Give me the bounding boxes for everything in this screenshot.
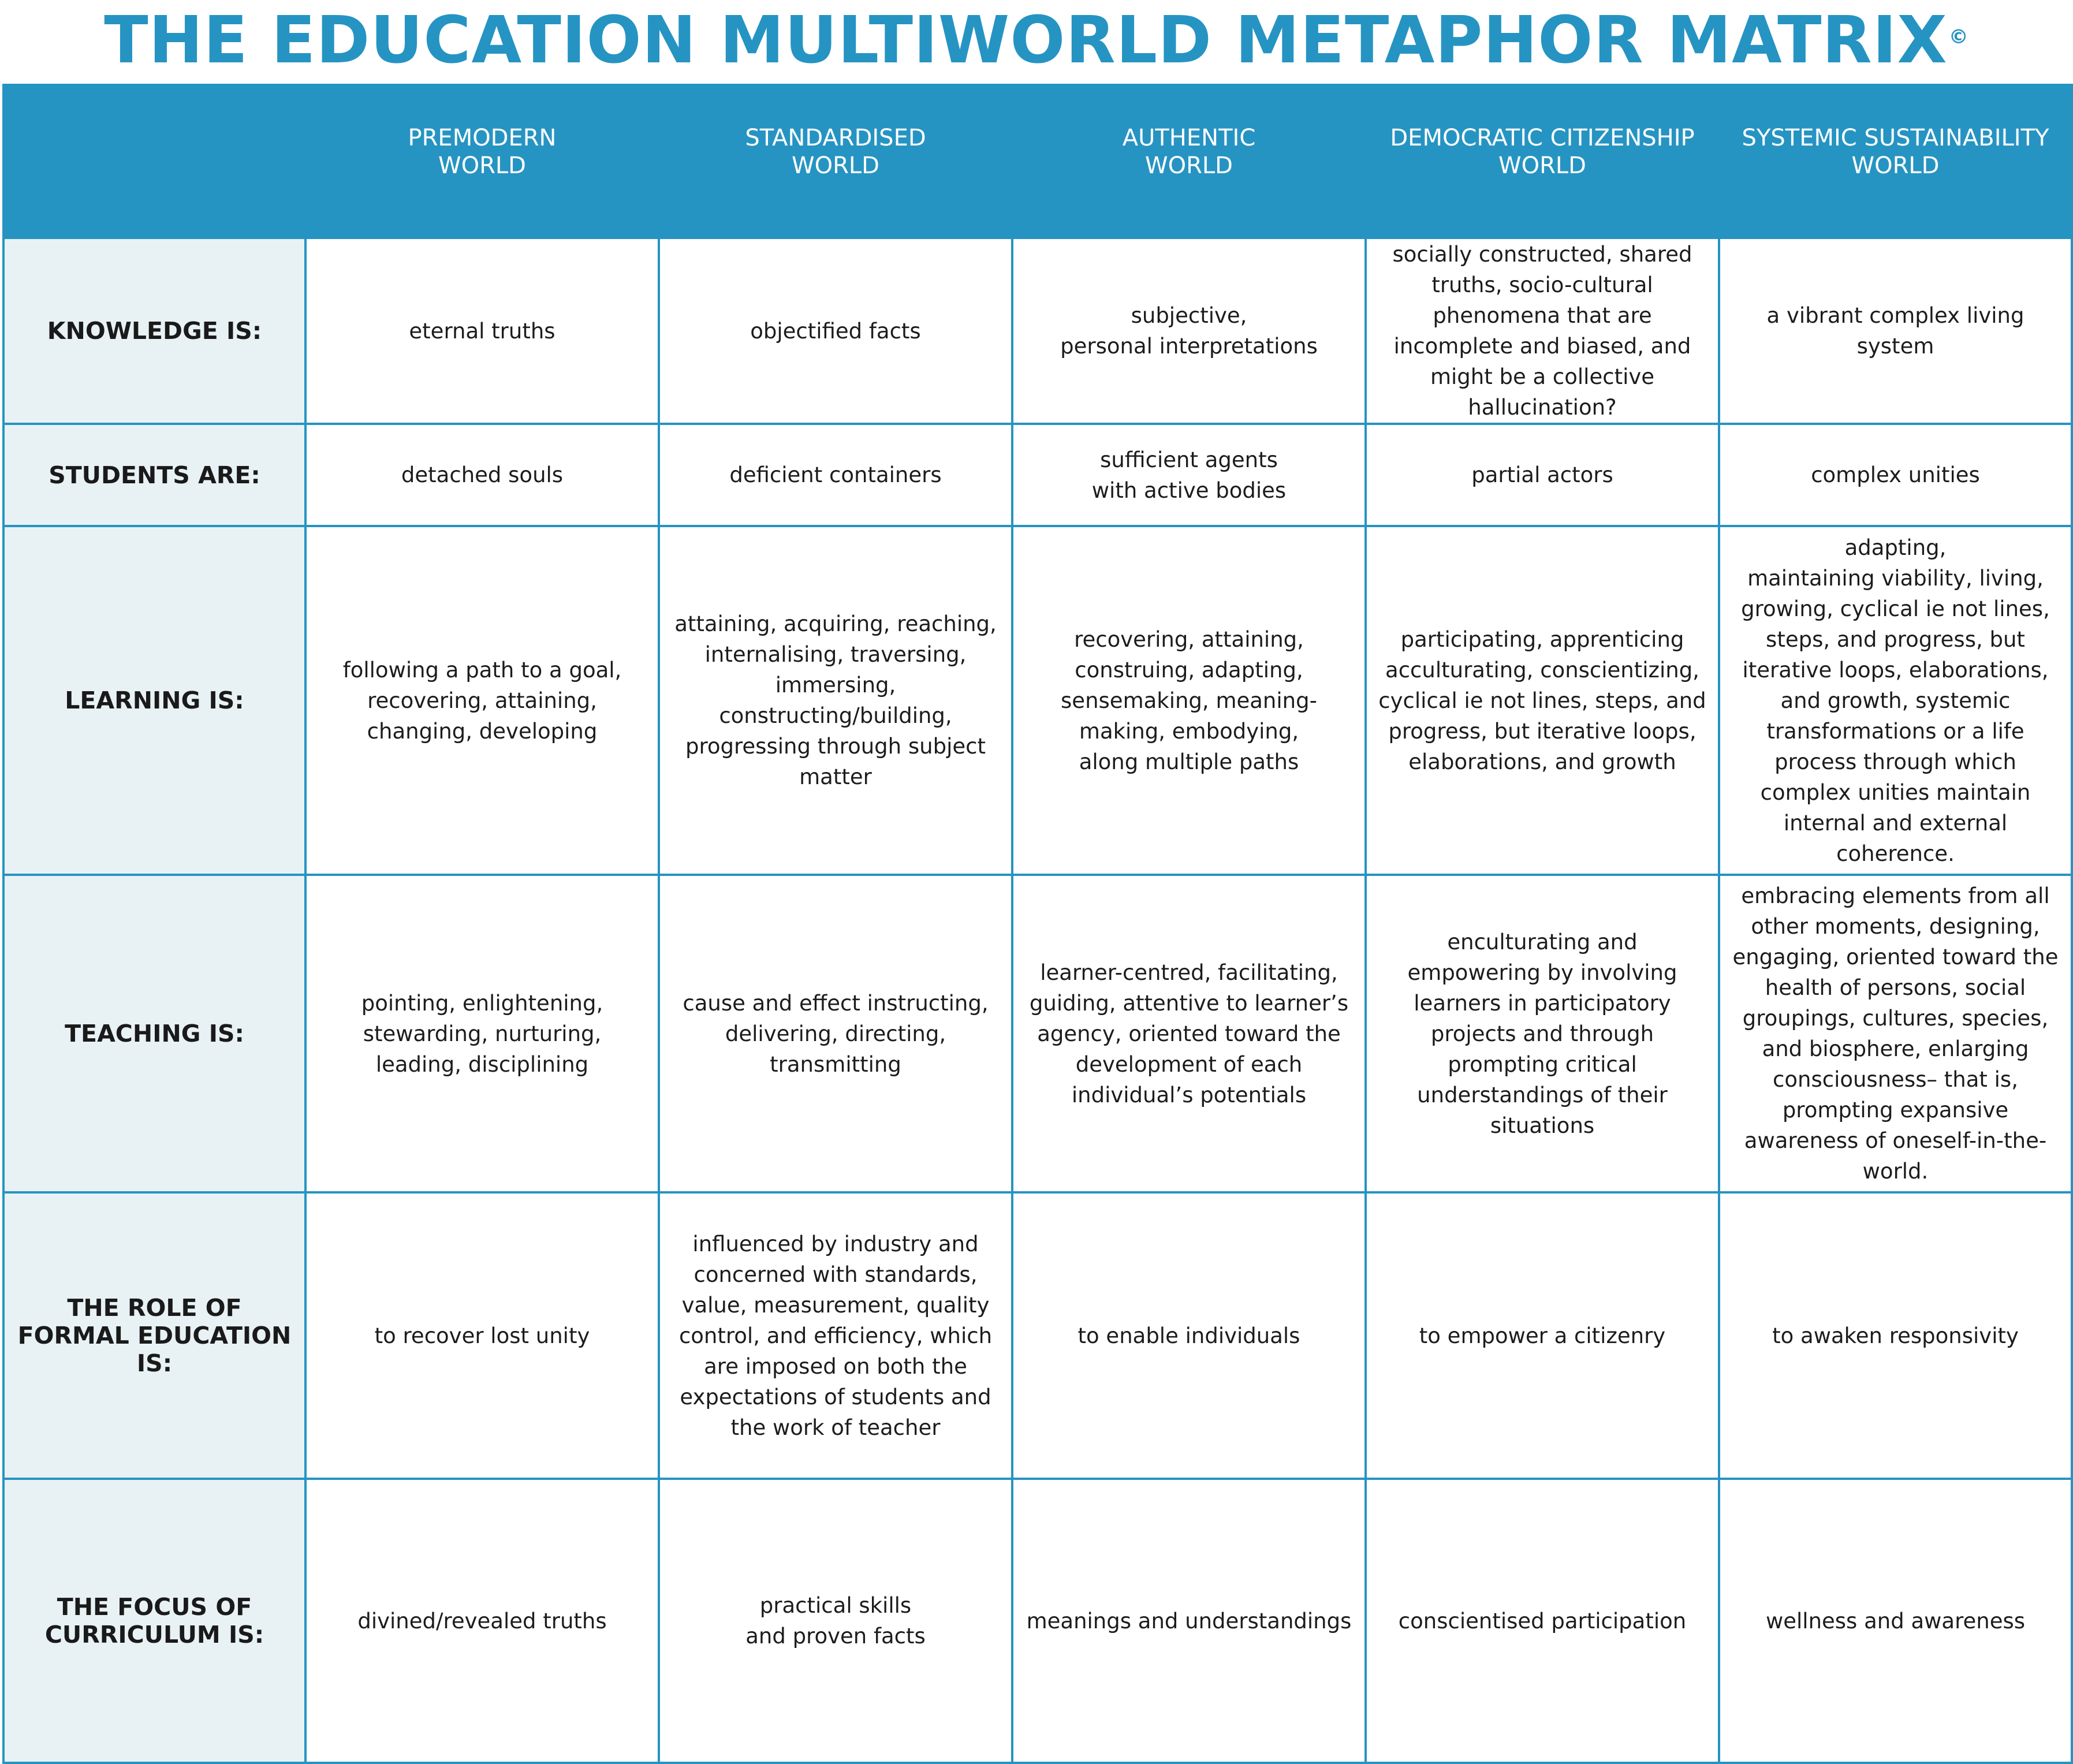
column-header-line: WORLD	[1145, 152, 1233, 179]
row-label-knowledge: KNOWLEDGE IS:	[3, 238, 305, 424]
column-header-systemic-sustainability	[1719, 85, 2072, 238]
column-header-line: PREMODERN	[408, 124, 557, 151]
copyright-mark: ©	[1948, 25, 1969, 49]
row-label-role-of-formal-education: THE ROLE OF FORMAL EDUCATION IS:	[3, 1192, 305, 1479]
table-cell: participating, apprenticing acculturating, conscientizing, cyclical ie not lines, steps, and progress, but iterative loops, elaborations, and growth	[1366, 526, 1719, 875]
table-cell: pointing, enlightening, stewarding, nurturing, leading, disciplining	[305, 875, 659, 1192]
header-row	[3, 85, 2072, 238]
table-cell: embracing elements from all other moments, designing, engaging, oriented toward the health of persons, social groupings, cultures, species, and biosphere, enlarging consciousness– that is, prompting expansive awareness of oneself-in-the-world.	[1719, 875, 2072, 1192]
table-cell: following a path to a goal, recovering, attaining, changing, developing	[305, 526, 659, 875]
table-cell: detached souls	[305, 424, 659, 526]
table-cell: deficient containers	[659, 424, 1012, 526]
column-header-line: WORLD	[438, 152, 526, 179]
table-cell: adapting, maintaining viability, living, growing, cyclical ie not lines, steps, and progress, but iterative loops, elaborations, and growth, systemic transformations or a life process through which complex unities maintain internal and external coherence.	[1719, 526, 2072, 875]
table-cell: a vibrant complex living system	[1719, 238, 2072, 424]
row-knowledge	[3, 238, 2072, 424]
row-label-learning: LEARNING IS:	[3, 526, 305, 875]
row-role-of-formal-education	[3, 1192, 2072, 1479]
table-cell: partial actors	[1366, 424, 1719, 526]
table-cell: sufficient agents with active bodies	[1012, 424, 1366, 526]
column-header-line: SYSTEMIC SUSTAINABILITY	[1742, 124, 2049, 151]
table-cell: attaining, acquiring, reaching, internalising, traversing, immersing, constructing/building, progressing through subject matter	[659, 526, 1012, 875]
table-cell: divined/revealed truths	[305, 1479, 659, 1763]
row-label-teaching: TEACHING IS:	[3, 875, 305, 1192]
column-header-authentic	[1012, 85, 1366, 238]
table-cell: complex unities	[1719, 424, 2072, 526]
table-cell: conscientised participation	[1366, 1479, 1719, 1763]
column-header-standardised	[659, 85, 1012, 238]
table-cell: cause and effect instructing, delivering, directing, transmitting	[659, 875, 1012, 1192]
column-header-line: WORLD	[792, 152, 879, 179]
table-cell: enculturating and empowering by involving learners in participatory projects and through prompting critical understandings of their situations	[1366, 875, 1719, 1192]
table-cell: socially constructed, shared truths, socio-cultural phenomena that are incomplete and biased, and might be a collective hallucination?	[1366, 238, 1719, 424]
table-cell: wellness and awareness	[1719, 1479, 2072, 1763]
column-header-line: WORLD	[1851, 152, 1940, 179]
column-header-line: DEMOCRATIC CITIZENSHIP	[1390, 124, 1695, 151]
table-cell: learner-centred, facilitating, guiding, attentive to learner’s agency, oriented toward the development of each individual’s potentials	[1012, 875, 1366, 1192]
table-cell: objectified facts	[659, 238, 1012, 424]
column-header-line: STANDARDISED	[745, 124, 926, 151]
table-cell: meanings and understandings	[1012, 1479, 1366, 1763]
metaphor-matrix	[2, 84, 2073, 1764]
table-cell: practical skills and proven facts	[659, 1479, 1012, 1763]
column-header-line: AUTHENTIC	[1122, 124, 1256, 151]
column-header-premodern	[305, 85, 659, 238]
row-students	[3, 424, 2072, 526]
table-cell: recovering, attaining, construing, adapting, sensemaking, meaning-making, embodying, along multiple paths	[1012, 526, 1366, 875]
title-text: THE EDUCATION MULTIWORLD METAPHOR MATRIX	[104, 3, 1948, 78]
table-cell: to recover lost unity	[305, 1192, 659, 1479]
table-cell: to awaken responsivity	[1719, 1192, 2072, 1479]
row-learning	[3, 526, 2072, 875]
page-title	[0, 0, 2073, 81]
column-header-democratic-citizenship	[1366, 85, 1719, 238]
column-header-line: WORLD	[1498, 152, 1586, 179]
table-cell: to empower a citizenry	[1366, 1192, 1719, 1479]
header-corner	[3, 85, 305, 238]
row-teaching	[3, 875, 2072, 1192]
table-cell: eternal truths	[305, 238, 659, 424]
table-cell: subjective, personal interpretations	[1012, 238, 1366, 424]
table-cell: to enable individuals	[1012, 1192, 1366, 1479]
row-focus-of-curriculum	[3, 1479, 2072, 1763]
row-label-students: STUDENTS ARE:	[3, 424, 305, 526]
row-label-focus-of-curriculum: THE FOCUS OF CURRICULUM IS:	[3, 1479, 305, 1763]
table-cell: influenced by industry and concerned with standards, value, measurement, quality control, and efficiency, which are imposed on both the expectations of students and the work of teacher	[659, 1192, 1012, 1479]
